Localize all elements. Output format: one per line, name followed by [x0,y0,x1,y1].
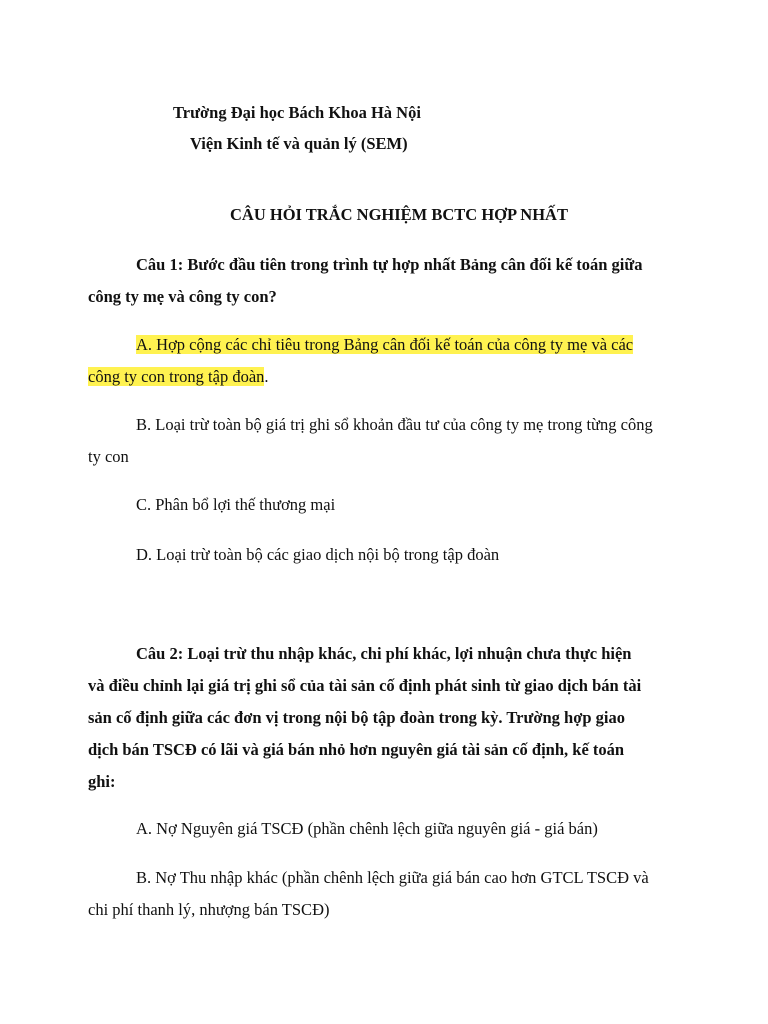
question-2-stem-line-5: ghi: [88,772,116,791]
question-2-stem-line-3: sản cố định giữa các đơn vị trong nội bộ tập đoàn trong kỳ. Trường hợp giao [88,708,625,727]
question-1-option-a-line-1 [136,334,633,356]
question-1-stem-line-1: Câu 1: Bước đầu tiên trong trình tự hợp nhất Bảng cân đối kế toán giữa [136,255,643,274]
question-2-option-b-line-2: chi phí thanh lý, nhượng bán TSCĐ) [88,900,330,919]
question-1-option-b-line-2: ty con [88,447,129,466]
document-title: CÂU HỎI TRẮC NGHIỆM BCTC HỢP NHẤT [230,205,568,224]
question-1-option-a-line-2 [88,366,269,388]
question-2-option-b-line-1: B. Nợ Thu nhập khác (phần chênh lệch giữa giá bán cao hơn GTCL TSCĐ và [136,868,649,887]
question-1-option-d: D. Loại trừ toàn bộ các giao dịch nội bộ trong tập đoàn [136,545,500,564]
question-2-stem-line-4: dịch bán TSCĐ có lãi và giá bán nhỏ hơn nguyên giá tài sản cố định, kế toán [88,740,625,759]
option-a-period: . [264,367,269,386]
university-name: Trường Đại học Bách Khoa Hà Nội [173,103,421,122]
question-1-stem-line-2: công ty mẹ và công ty con? [88,287,277,306]
highlighted-answer: A. Hợp cộng các chỉ tiêu trong Bảng cân đối kế toán của công ty mẹ và các [136,335,634,354]
question-1-option-b-line-1: B. Loại trừ toàn bộ giá trị ghi sổ khoản đầu tư của công ty mẹ trong từng công [136,415,653,434]
question-2-stem-line-1: Câu 2: Loại trừ thu nhập khác, chi phí khác, lợi nhuận chưa thực hiện [136,644,632,663]
highlighted-answer: công ty con trong tập đoàn [88,367,265,386]
question-2-stem-line-2: và điều chỉnh lại giá trị ghi sổ của tài sản cố định phát sinh từ giao dịch bán tài [88,676,642,695]
institute-name: Viện Kinh tế và quản lý (SEM) [190,134,408,153]
question-2-option-a: A. Nợ Nguyên giá TSCĐ (phần chênh lệch giữa nguyên giá - giá bán) [136,819,598,838]
question-1-option-c: C. Phân bổ lợi thế thương mại [136,495,336,514]
